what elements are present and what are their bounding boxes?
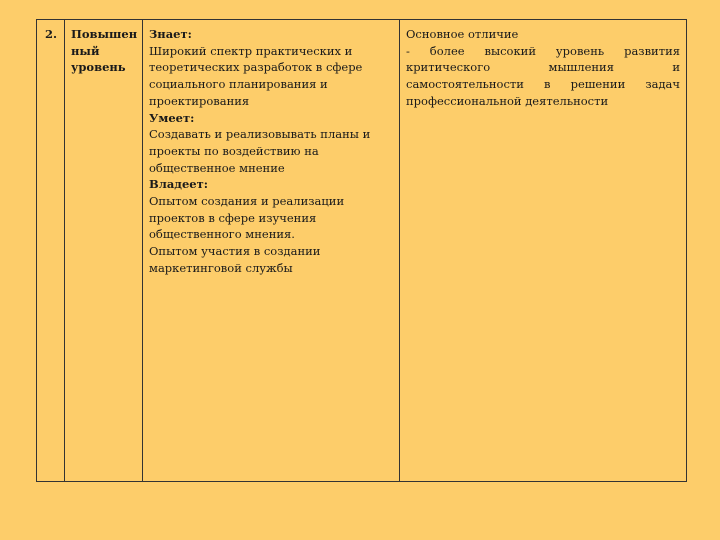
can-line: проекты по воздействию на [149,143,319,158]
masters-line: Опытом участия в создании [149,244,321,259]
row-number-cell [37,20,65,482]
difference-line: - более высокий уровень развития [406,43,680,58]
masters-line: проектов в сфере изучения [149,210,317,225]
masters-line: маркетинговой службы [149,260,293,275]
knows-line: Широкий спектр практических и [149,43,353,58]
masters-label: Владеет: [149,177,208,192]
difference-line: самостоятельности в решении задач [406,77,680,92]
masters-line: общественного мнения. [149,227,295,242]
row-number: 2. [45,27,58,41]
difference-cell [400,20,687,482]
difference-title: Основное отличие [406,27,519,41]
level-line: уровень [71,60,126,75]
knows-line: проектирования [149,93,250,108]
knows-line: социального планирования и [149,77,328,92]
can-label: Умеет: [149,110,195,125]
knows-line: теоретических разработок в сфере [149,60,363,75]
can-line: Создавать и реализовывать планы и [149,127,371,142]
knows-label: Знает: [149,27,192,41]
level-line: ный [71,43,100,58]
table-row [37,20,687,482]
difference-line: критического мышления и [406,60,680,75]
difference-line: профессиональной деятельности [406,93,609,108]
masters-line: Опытом создания и реализации [149,194,345,209]
can-line: общественное мнение [149,160,285,175]
level-cell [65,20,143,482]
level-line: Повышен [71,27,138,41]
description-cell [143,20,400,482]
competency-table [36,19,687,482]
